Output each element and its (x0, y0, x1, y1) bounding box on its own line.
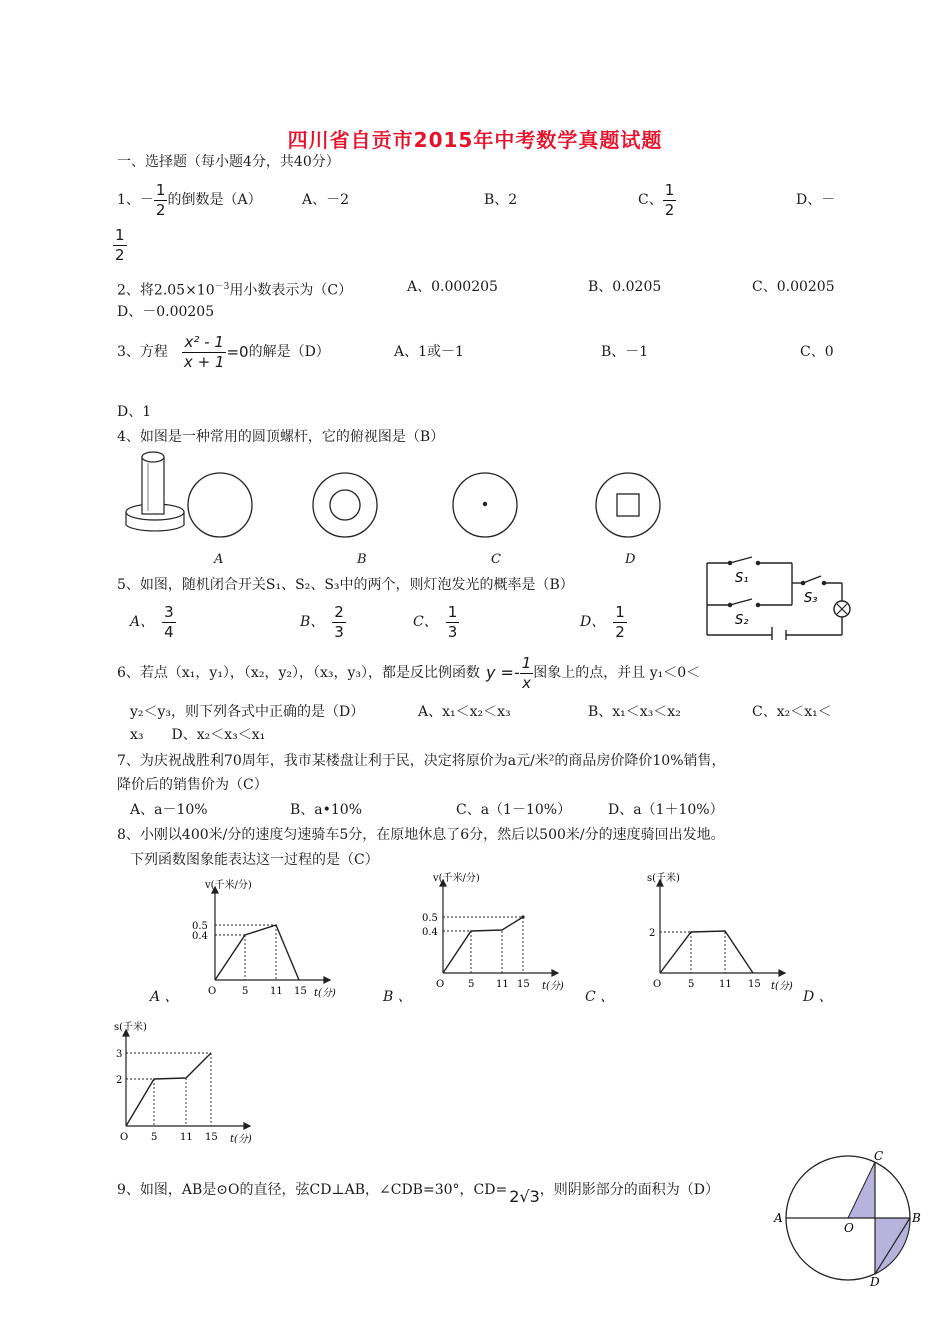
q2-option-d: D、－0.00205 (117, 304, 215, 320)
circuit-label-s2: S₂ (735, 613, 749, 628)
q3-prefix: 3、方程 (117, 344, 168, 360)
q1-option-c (638, 178, 676, 222)
q1-d-den: 2 (115, 246, 125, 264)
graph-d-xtick-2: 11 (180, 1132, 193, 1143)
q5-c-label: C、 (413, 614, 438, 630)
q3-fraction (182, 333, 227, 372)
point-c-label: C (874, 1149, 884, 1163)
q5-a-fraction (162, 603, 176, 642)
graph-b-line (443, 917, 523, 973)
q7-option-d: D、a（1＋10%） (608, 802, 724, 818)
graph-d-ytick-1: 2 (116, 1075, 123, 1086)
graph-d-xtick-1: 5 (151, 1132, 158, 1143)
q1-option-b: B、2 (484, 192, 518, 208)
point-a-label: A (774, 1211, 783, 1225)
graph-c-xtick-2: 11 (719, 979, 732, 990)
graph-a-xtick-0: O (208, 986, 217, 997)
graph-a-xtick-2: 11 (270, 986, 283, 997)
q6-func-fraction (520, 654, 534, 693)
graph-c-ylabel: s(千米) (647, 873, 680, 884)
graph-d-xlabel: t(分) (230, 1134, 252, 1145)
graph-b-ytick-1: 0.4 (422, 927, 438, 938)
q6-option-a: A、x₁＜x₂＜x₃ (418, 704, 511, 720)
graph-d-xtick-3: 15 (205, 1132, 218, 1143)
question-5: 5、如图，随机闭合开关S₁、S₂、S₃中的两个，则灯泡发光的概率是（B） (117, 577, 574, 593)
question-3 (117, 330, 330, 374)
graph-c-xtick-1: 5 (688, 979, 695, 990)
graph-a-line (215, 925, 299, 980)
option-c-circle-with-dot (453, 473, 517, 537)
q1-prefix: 1、－ (117, 192, 154, 208)
q3-option-d: D、1 (117, 404, 152, 420)
q5-option-b (300, 600, 346, 644)
q5-d-den: 2 (615, 622, 625, 641)
q6-line1a: 6、若点（x₁，y₁），（x₂，y₂），（x₃，y₃），都是反比例函数 (117, 665, 480, 681)
q1-text: 的倒数是（A） (167, 192, 262, 208)
q1-c-num: 1 (664, 180, 675, 199)
q7-option-a: A、a－10% (130, 802, 208, 818)
q6-line3: x₃ D、x₂＜x₃＜x₁ (130, 727, 266, 743)
option-a-circle (188, 473, 252, 537)
q2-option-c: C、0.00205 (752, 279, 835, 295)
graph-a-ytick-0: 0.5 (192, 921, 208, 932)
graph-b-ytick-0: 0.5 (422, 913, 438, 924)
circuit-label-s1: S₁ (735, 571, 749, 586)
option-d-circle-with-square (596, 473, 660, 537)
q3-text: 的解是（D） (248, 344, 330, 360)
q5-c-fraction (446, 603, 460, 642)
q8-line2: 下列函数图象能表达这一过程的是（C） (130, 852, 379, 868)
q1-d-fraction-wrap (113, 226, 127, 270)
graph-b-xtick-2: 11 (496, 979, 509, 990)
q7-line2: 降价后的销售价为（C） (117, 777, 268, 793)
q1-c-label: C、 (638, 192, 663, 208)
q9-text2: ，则阴影部分的面积为（D） (539, 1182, 719, 1198)
q5-option-d (580, 600, 627, 644)
q2-exponent: －3 (214, 282, 230, 292)
point-b-label: B (912, 1211, 921, 1225)
q3-option-c: C、0 (800, 344, 834, 360)
graph-d-ytick-0: 3 (116, 1049, 123, 1060)
graph-c-line (660, 931, 753, 973)
q8-graph-a (190, 875, 340, 1000)
graph-b-xtick-0: O (436, 979, 445, 990)
q7-line1: 7、为庆祝战胜利70周年，我市某楼盘让利于民，决定将原价为a元/米²的商品房价降价10%销售， (117, 753, 726, 769)
lamp-icon (834, 601, 850, 617)
q6-line1b: 图象上的点，并且 y₁＜0＜ (533, 665, 701, 681)
graph-a-ylabel: v(千米/分) (205, 880, 252, 891)
q3-option-b: B、－1 (601, 344, 649, 360)
question-4: 4、如图是一种常用的圆顶螺杆，它的俯视图是（B） (117, 429, 445, 445)
graph-c-ytick-0: 2 (649, 928, 656, 939)
q2-option-a: A、0.000205 (407, 279, 498, 295)
question-9 (117, 1175, 719, 1205)
q6-func-num: 1 (521, 653, 532, 672)
q2-text: 2、将2.05×10 (117, 282, 215, 299)
graph-b-xtick-3: 15 (517, 979, 530, 990)
q1-option-a: A、－2 (302, 192, 350, 208)
q5-option-a (130, 600, 176, 644)
q1-fraction (154, 181, 168, 220)
q7-option-b: B、a•10% (290, 802, 363, 818)
graph-b-ylabel: v(千米/分) (433, 873, 480, 884)
q2-option-b: B、0.0205 (588, 279, 662, 295)
q3-equals: =0 (226, 343, 249, 361)
q5-b-num: 2 (334, 602, 344, 621)
q3-option-a: A、1或－1 (394, 344, 464, 360)
graph-c-xlabel: t(分) (771, 981, 793, 992)
q1-frac-den: 2 (155, 200, 166, 219)
q4-figures (120, 445, 720, 545)
q6-option-b: B、x₁＜x₃＜x₂ (588, 704, 681, 720)
q5-c-den: 3 (447, 622, 458, 641)
q5-d-fraction (613, 603, 627, 642)
graph-d-line (126, 1053, 211, 1126)
question-1 (117, 178, 262, 222)
question-2 (117, 278, 352, 300)
q9-circle-diagram (768, 1148, 928, 1288)
graph-b-xtick-1: 5 (468, 979, 475, 990)
page-title: 四川省自贡市2015年中考数学真题试题 (287, 128, 663, 152)
q1-frac-num: 1 (155, 180, 166, 199)
circuit-label-s3: S₃ (804, 591, 818, 606)
graph-a-ytick-1: 0.4 (192, 931, 208, 942)
q8-line1: 8、小刚以400米/分的速度匀速骑车5分，在原地休息了6分，然后以500米/分的速度骑回出发地。 (117, 827, 725, 843)
question-6 (117, 651, 700, 695)
q8-graph-d (110, 1018, 270, 1148)
q8-label-a: A 、 (150, 989, 179, 1005)
shaded-region-upper (848, 1162, 875, 1218)
q8-label-b: B 、 (383, 989, 412, 1005)
q6-option-c: C、x₂＜x₁＜ (752, 704, 832, 720)
q9-text: 9、如图，AB是⊙O的直径，弦CD⊥AB，∠CDB=30°，CD= (117, 1182, 508, 1198)
graph-c-xtick-0: O (653, 979, 662, 990)
option-b-concentric-circles (313, 473, 377, 537)
q2-text2: 用小数表示为（C） (229, 282, 353, 299)
q5-circuit-diagram (700, 555, 860, 640)
screw-3d-icon (126, 452, 184, 531)
q7-option-c: C、a（1－10%） (456, 802, 572, 818)
graph-a-xtick-1: 5 (242, 986, 249, 997)
q1-option-d: D、－ (796, 192, 836, 208)
q6-func-lhs: y =- (486, 663, 520, 682)
q5-b-den: 3 (334, 622, 344, 641)
q5-c-num: 1 (447, 602, 458, 621)
q6-func-den: x (520, 673, 534, 693)
q1-c-fraction (663, 181, 677, 220)
q1-d-num: 1 (115, 226, 125, 244)
q8-label-d: D 、 (803, 989, 833, 1005)
q5-d-num: 1 (615, 602, 625, 621)
q9-sqrt: 2√3 (509, 1187, 540, 1206)
q4-label-a: A (214, 552, 224, 567)
q4-label-c: C (491, 552, 501, 567)
q5-d-label: D、 (580, 614, 606, 630)
q5-a-num: 3 (164, 602, 174, 621)
q4-label-d: D (625, 552, 636, 567)
point-o-label: O (844, 1221, 854, 1235)
q5-b-fraction (332, 603, 346, 642)
q1-d-fraction (113, 226, 127, 265)
section-heading: 一、选择题（每小题4分，共40分） (117, 154, 340, 170)
q6-line2: y₂＜y₃，则下列各式中正确的是（D） (130, 704, 365, 720)
graph-a-xlabel: t(分) (314, 988, 336, 999)
q8-label-c: C 、 (585, 989, 615, 1005)
q3-den: x + 1 (183, 352, 225, 371)
graph-c-xtick-3: 15 (748, 979, 761, 990)
graph-d-ylabel: s(千米) (114, 1022, 147, 1033)
graph-b-xlabel: t(分) (542, 981, 564, 992)
q8-graph-c (635, 868, 795, 993)
q5-a-den: 4 (164, 622, 174, 641)
q1-c-den: 2 (664, 200, 675, 219)
q8-graph-b (418, 868, 568, 993)
q3-num: x² - 1 (184, 332, 224, 351)
q5-b-label: B、 (300, 614, 325, 630)
point-d-label: D (870, 1275, 880, 1288)
graph-d-xtick-0: O (120, 1132, 129, 1143)
q4-label-b: B (357, 552, 367, 567)
q5-a-label: A、 (130, 614, 155, 630)
q5-option-c (413, 600, 459, 644)
graph-a-xtick-3: 15 (294, 986, 307, 997)
